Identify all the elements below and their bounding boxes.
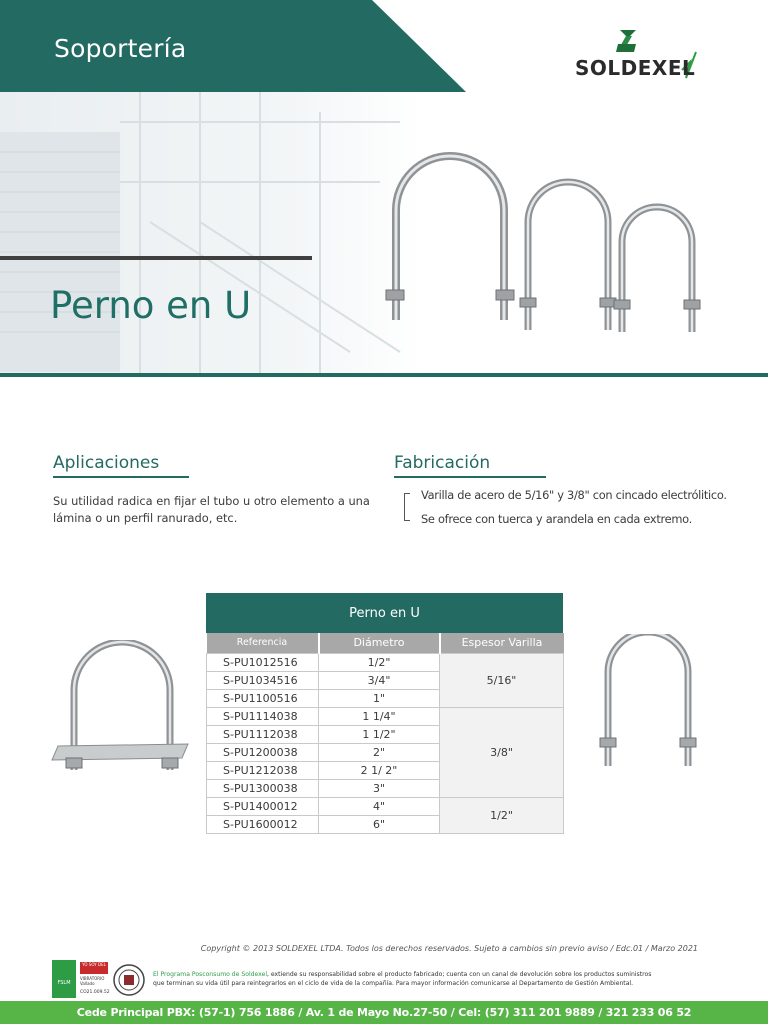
cell-dia: 3" (319, 779, 440, 797)
brand-name: SOLDEXEL (575, 56, 696, 80)
header-diametro: Diámetro (319, 633, 440, 653)
u-bolt-single-image (598, 634, 706, 774)
cell-dia: 1" (319, 689, 440, 707)
cell-espesor: 3/8" (440, 707, 564, 797)
cert-code: CO21.009.52 (80, 990, 110, 995)
cell-ref: S-PU1034516 (207, 671, 319, 689)
table-row (207, 707, 564, 725)
specs-grid (206, 633, 564, 834)
cell-ref: S-PU1212038 (207, 761, 319, 779)
fabricacion-bracket (404, 493, 410, 521)
cell-ref: S-PU1600012 (207, 815, 319, 833)
u-bolts-product-image (380, 150, 720, 340)
cell-espesor: 5/16" (440, 653, 564, 707)
cell-dia: 1/2" (319, 653, 440, 671)
cell-ref: S-PU1300038 (207, 779, 319, 797)
u-bolt-with-plate-image (50, 640, 195, 780)
fabricacion-heading: Fabricación (394, 453, 491, 473)
fabricacion-item-1: Varilla de acero de 5/16" y 3/8" con cincado electrólitico. (421, 488, 727, 502)
cell-espesor: 1/2" (440, 797, 564, 833)
bureau-veritas-seal-icon (112, 963, 146, 997)
cell-ref: S-PU1114038 (207, 707, 319, 725)
copyright-text: Copyright © 2013 SOLDEXEL LTDA. Todos los derechos reservados. Sujeto a cambios sin previo aviso / Edc.01 / Marzo 2021 (200, 944, 698, 953)
cert-red-badge: YO SOY DEL (80, 962, 108, 974)
cell-ref: S-PU1100516 (207, 689, 319, 707)
header-espesor: Espesor Varilla (440, 633, 564, 653)
cell-dia: 3/4" (319, 671, 440, 689)
fabricacion-item-2: Se ofrece con tuerca y arandela en cada extremo. (421, 512, 692, 526)
product-title: Perno en U (50, 284, 252, 327)
fabricacion-underline (394, 476, 546, 478)
cell-dia: 4" (319, 797, 440, 815)
section-title: Soportería (54, 34, 187, 63)
table-title: Perno en U (206, 593, 563, 633)
cell-dia: 2" (319, 743, 440, 761)
cell-ref: S-PU1012516 (207, 653, 319, 671)
contact-bar: Cede Principal PBX: (57-1) 756 1886 / Av. 1 de Mayo No.27-50 / Cel: (57) 311 201 9889 / 321 233 06 52 (0, 1001, 768, 1024)
table-row (207, 653, 564, 671)
cell-dia: 2 1/ 2" (319, 761, 440, 779)
industrial-background-image (0, 92, 420, 375)
table-row (207, 797, 564, 815)
posconsumo-program-text: El Programa Posconsumo de Soldexel, extiende su responsabilidad sobre el producto fabricado; cuenta con un canal de devolución sobre los productos suministros que terminan su vida útil para reintegrarlos en el ciclo de vida de la compañía. Para mayor información comunicarse al Departamento de Gestión Ambiental. (153, 971, 652, 987)
title-underline (0, 256, 312, 260)
hero-banner (0, 92, 768, 375)
cell-dia: 1 1/4" (319, 707, 440, 725)
fslm-cert-icon: FSLM (52, 960, 76, 998)
aplicaciones-text: Su utilidad radica en fijar el tubo u otro elemento a una lámina o un perfil ranurado, etc. (53, 494, 370, 525)
cell-dia: 1 1/2" (319, 725, 440, 743)
cert-description: VIBRATORIO Vallado (80, 976, 105, 986)
cell-dia: 6" (319, 815, 440, 833)
aplicaciones-underline (53, 476, 189, 478)
table-body (207, 653, 564, 833)
cell-ref: S-PU1400012 (207, 797, 319, 815)
header-referencia: Referencia (207, 633, 319, 653)
specs-table (206, 593, 563, 834)
hero-bottom-rule (0, 373, 768, 377)
cell-ref: S-PU1112038 (207, 725, 319, 743)
aplicaciones-heading: Aplicaciones (53, 453, 160, 473)
cell-ref: S-PU1200038 (207, 743, 319, 761)
